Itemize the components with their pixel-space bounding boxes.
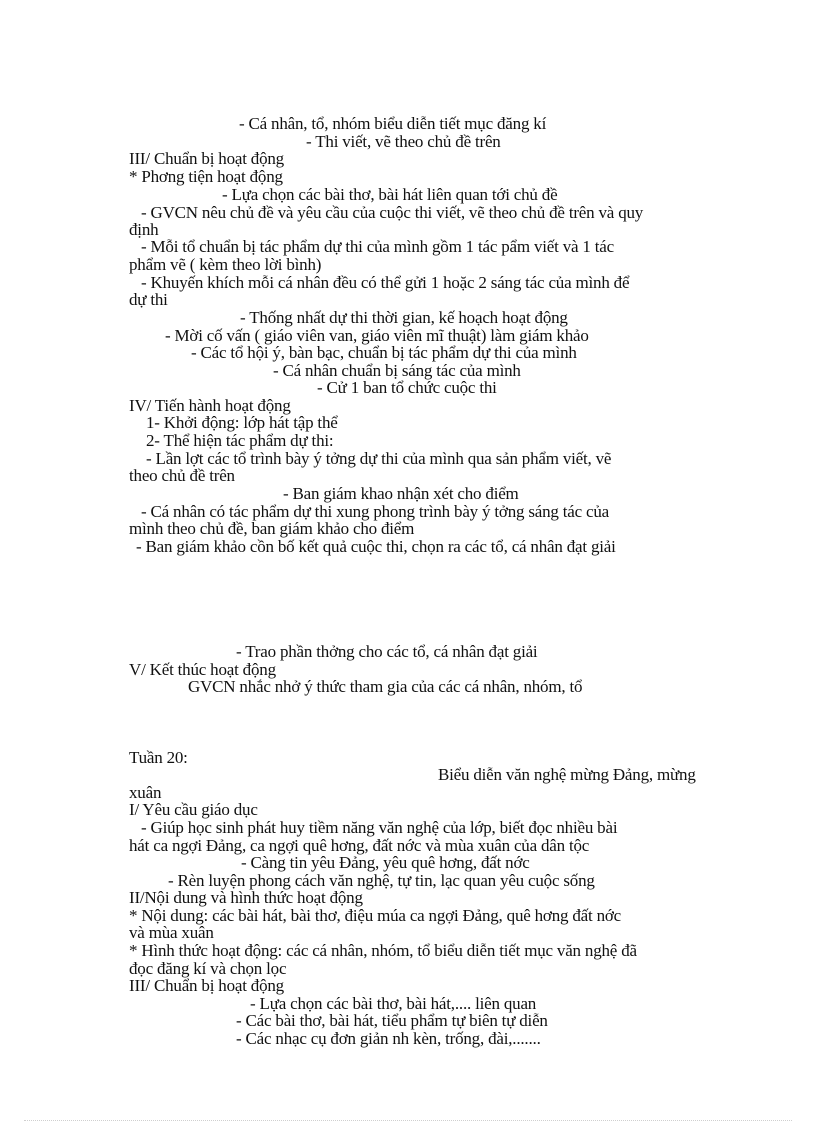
text-line: mình theo chủ đề, ban giám khảo cho điểm [129, 519, 415, 538]
text-line: - Cá nhân, tổ, nhóm biểu diễn tiết mục đăng kí [239, 114, 547, 133]
text-line: phẩm vẽ ( kèm theo lời bình) [129, 255, 322, 274]
text-line: GVCN nhắc nhở ý thức tham gia của các cá nhân, nhóm, tổ [188, 677, 583, 696]
text-line: - Các tổ hội ý, bàn bạc, chuẩn bị tác phẩm dự thi của mình [191, 343, 577, 362]
text-line: và mùa xuân [129, 923, 214, 942]
text-line: * Phơng tiện hoạt động [129, 167, 283, 186]
text-line: * Hình thức hoạt động: các cá nhân, nhóm, tổ biểu diễn tiết mục văn nghệ đã [129, 941, 637, 960]
text-line: hát ca ngợi Đảng, ca ngợi quê hơng, đất nớc và mùa xuân của dân tộc [129, 836, 590, 855]
text-line: 1- Khởi động: lớp hát tập thể [146, 413, 338, 432]
text-line: - Các bài thơ, bài hát, tiểu phẩm tự biên tự diễn [236, 1011, 548, 1030]
text-line: 2- Thể hiện tác phẩm dự thi: [146, 431, 334, 450]
text-line: - Khuyến khích mỗi cá nhân đều có thể gửi 1 hoặc 2 sáng tác của mình để [141, 273, 630, 292]
text-line: - Thi viết, vẽ theo chủ đề trên [306, 132, 501, 151]
page-bottom-divider [24, 1120, 792, 1121]
text-line: - Lựa chọn các bài thơ, bài hát liên quan tới chủ đề [222, 185, 558, 204]
text-line: dự thi [129, 290, 168, 309]
heading-preparation-2: III/ Chuẩn bị hoạt động [129, 976, 284, 995]
text-line: - Lần lợt các tổ trình bày ý tởng dự thi của mình qua sản phẩm viết, vẽ [146, 449, 612, 468]
text-line: - Ban giám khao nhận xét cho điểm [283, 484, 519, 503]
text-line: - Cá nhân có tác phẩm dự thi xung phong trình bày ý tởng sáng tác của [141, 502, 610, 521]
text-line: - Trao phần thởng cho các tổ, cá nhân đạt giải [236, 642, 538, 661]
text-line: - GVCN nêu chủ đề và yêu cầu của cuộc thi viết, vẽ theo chủ đề trên và quy [141, 203, 644, 222]
text-line: - Cá nhân chuẩn bị sáng tác của mình [273, 361, 521, 380]
heading-activity: IV/ Tiến hành hoạt động [129, 396, 291, 415]
text-line: - Mời cố vấn ( giáo viên van, giáo viên mĩ thuật) làm giám khảo [165, 326, 589, 345]
heading-content: II/Nội dung và hình thức hoạt động [129, 888, 363, 907]
text-line: đọc đăng kí và chọn lọc [129, 959, 287, 978]
heading-conclusion: V/ Kết thúc hoạt động [129, 660, 276, 679]
text-line: - Rèn luyện phong cách văn nghệ, tự tin, lạc quan yêu cuộc sống [168, 871, 595, 890]
heading-preparation: III/ Chuẩn bị hoạt động [129, 149, 284, 168]
text-line: - Thống nhất dự thi thời gian, kế hoạch hoạt động [240, 308, 568, 327]
heading-requirements: I/ Yêu cầu giáo dục [129, 800, 258, 819]
text-line: xuân [129, 783, 162, 802]
text-line: - Cử 1 ban tổ chức cuộc thi [317, 378, 497, 397]
week-title: Tuần 20: [129, 748, 188, 767]
text-line: theo chủ đề trên [129, 466, 235, 485]
text-line: - Lựa chọn các bài thơ, bài hát,.... liên quan [250, 994, 537, 1013]
text-line: - Ban giám khảo cồn bố kết quả cuộc thi, chọn ra các tổ, cá nhân đạt giải [136, 537, 616, 556]
text-line: - Mỗi tổ chuẩn bị tác phẩm dự thi của mình gồm 1 tác pẩm viết và 1 tác [141, 237, 614, 256]
text-line: - Các nhạc cụ đơn giản nh kèn, trống, đài,....... [236, 1029, 541, 1048]
text-line: định [129, 220, 159, 239]
text-line: - Càng tin yêu Đảng, yêu quê hơng, đất nớc [241, 853, 530, 872]
text-line: - Giúp học sinh phát huy tiềm năng văn nghệ của lớp, biết đọc nhiều bài [141, 818, 618, 837]
week-subject: Biểu diễn văn nghệ mừng Đảng, mừng [438, 765, 696, 784]
text-line: * Nội dung: các bài hát, bài thơ, điệu múa ca ngợi Đảng, quê hơng đất nớc [129, 906, 622, 925]
